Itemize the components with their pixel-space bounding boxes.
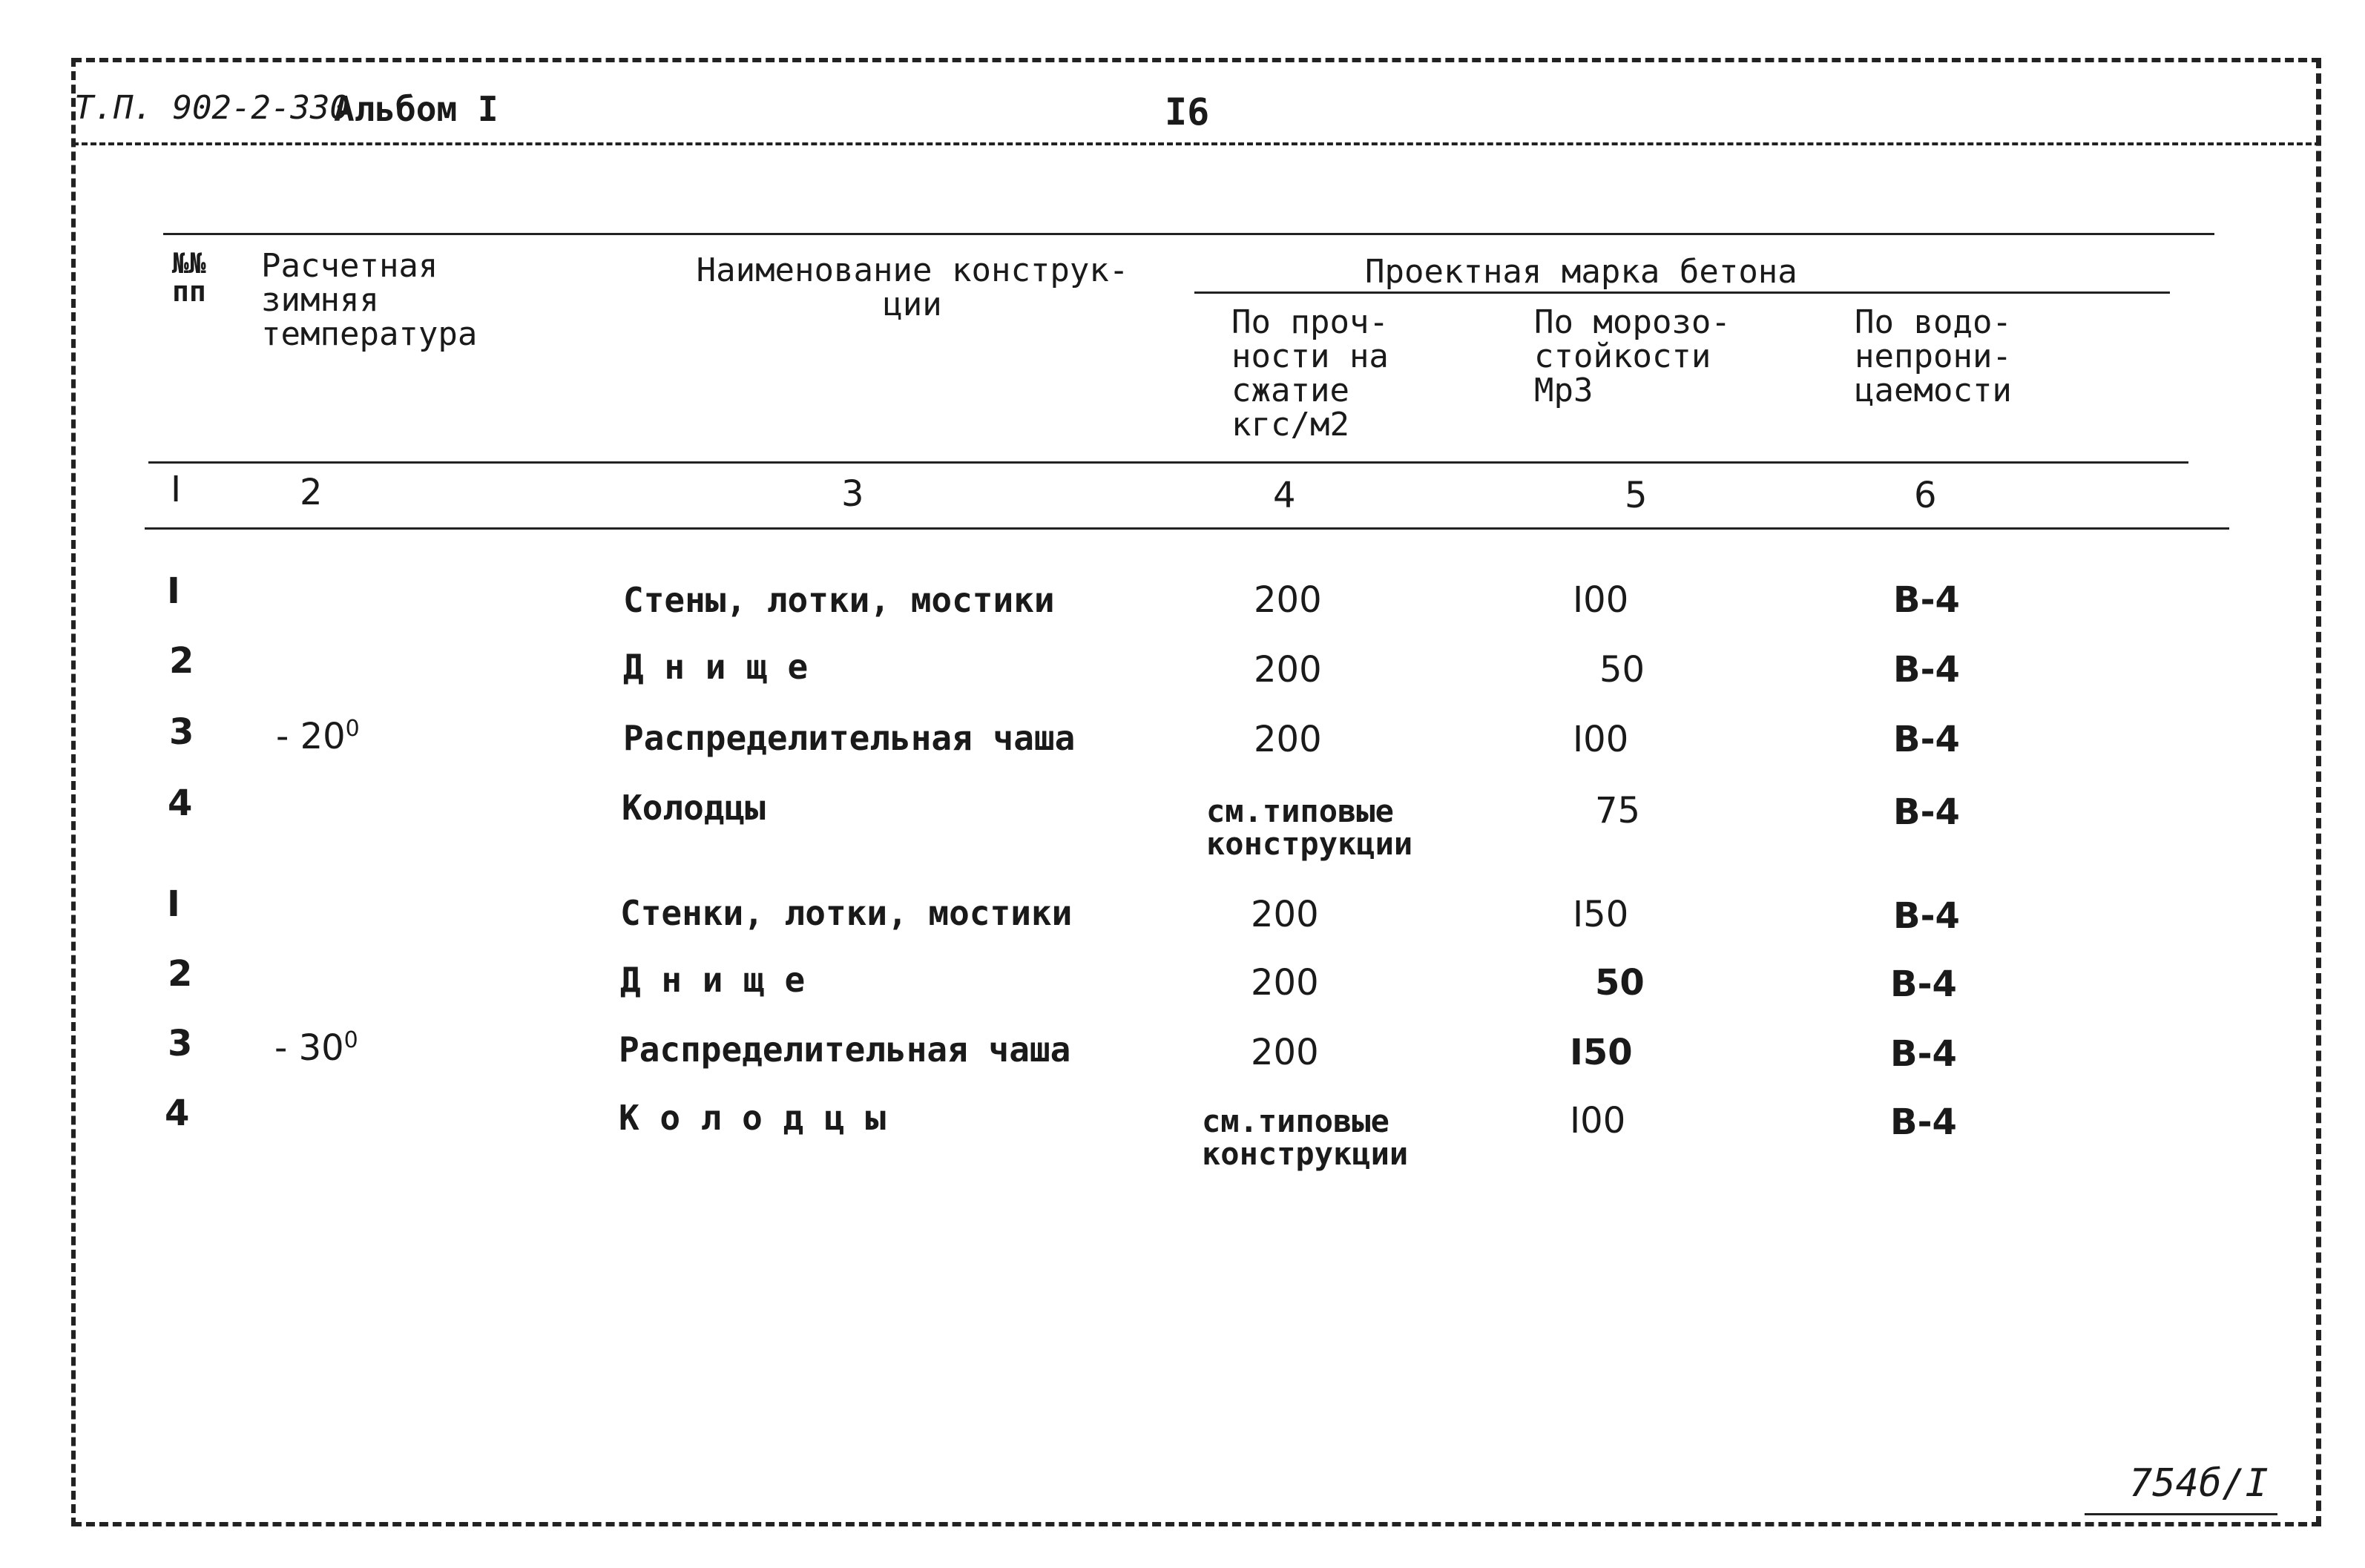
construction-name: Д н и щ е bbox=[620, 960, 806, 1000]
header-compressive-strength: По проч- ности на сжатие кгс/м2 bbox=[1231, 303, 1389, 444]
row-number: 3 bbox=[168, 1023, 193, 1064]
compressive-strength: см.типовые конструкции bbox=[1206, 793, 1413, 862]
column-number-2: 2 bbox=[300, 472, 323, 513]
column-number-5: 5 bbox=[1625, 475, 1648, 516]
column-number-3: 3 bbox=[841, 473, 864, 515]
row-number: 2 bbox=[168, 953, 193, 995]
frame-left-border bbox=[71, 58, 76, 1526]
water-impermeability: В-4 bbox=[1893, 579, 1960, 621]
water-impermeability: В-4 bbox=[1890, 963, 1957, 1005]
column-number-1: I bbox=[171, 469, 182, 510]
row-number: I bbox=[167, 883, 180, 925]
column-number-rule bbox=[145, 527, 2229, 530]
frame-top-border bbox=[73, 58, 2320, 62]
construction-name: К о л о д ц ы bbox=[619, 1098, 887, 1138]
water-impermeability: В-4 bbox=[1890, 1033, 1957, 1075]
compressive-strength: 200 bbox=[1251, 1032, 1319, 1073]
header-frost-resistance: По морозо- стойкости МрЗ bbox=[1534, 303, 1731, 409]
document-stamp: Т.П. 902-2-330 bbox=[74, 89, 349, 127]
construction-name: Стены, лотки, мостики bbox=[623, 580, 1055, 620]
header-concrete-grade: Проектная марка бетона bbox=[1365, 253, 1797, 291]
row-number: 4 bbox=[168, 783, 193, 824]
table-top-rule bbox=[163, 233, 2214, 235]
water-impermeability: В-4 bbox=[1893, 791, 1960, 833]
compressive-strength: 200 bbox=[1254, 719, 1322, 760]
water-impermeability: В-4 bbox=[1890, 1101, 1957, 1143]
water-impermeability: В-4 bbox=[1893, 649, 1960, 691]
header-row-number: №№ пп bbox=[172, 247, 206, 308]
row-number: I bbox=[167, 570, 180, 612]
temperature-group-2: - $30^0$ bbox=[274, 1027, 358, 1069]
construction-name: Стенки, лотки, мостики bbox=[620, 893, 1073, 933]
compressive-strength: см.типовые конструкции bbox=[1202, 1103, 1409, 1172]
temperature-group-1: - $20^0$ bbox=[276, 716, 360, 757]
frost-resistance: 50 bbox=[1595, 962, 1645, 1004]
album-label: Альбом I bbox=[334, 89, 499, 129]
frame-bottom-border bbox=[73, 1522, 2320, 1526]
document-code: 754б/I bbox=[2129, 1461, 2269, 1506]
frost-resistance: 50 bbox=[1599, 649, 1645, 691]
water-impermeability: В-4 bbox=[1893, 719, 1960, 760]
row-number: 3 bbox=[169, 711, 194, 753]
frost-resistance: I50 bbox=[1570, 1032, 1633, 1073]
frost-resistance: I50 bbox=[1573, 894, 1629, 935]
compressive-strength: 200 bbox=[1254, 649, 1322, 691]
header-divider bbox=[73, 142, 2320, 145]
construction-name: Распределительная чаша bbox=[623, 718, 1076, 758]
header-bottom-rule bbox=[148, 461, 2188, 464]
header-water-impermeability: По водо- непрони- цаемости bbox=[1855, 303, 2012, 409]
column-number-4: 4 bbox=[1273, 475, 1296, 516]
frost-resistance: I00 bbox=[1570, 1100, 1626, 1142]
header-construction-name: Наименование конструк- ции bbox=[696, 251, 1129, 323]
frost-resistance: 75 bbox=[1595, 790, 1641, 831]
row-number: 4 bbox=[165, 1093, 190, 1134]
column-number-6: 6 bbox=[1914, 475, 1937, 516]
frost-resistance: I00 bbox=[1573, 579, 1629, 621]
compressive-strength: 200 bbox=[1251, 894, 1319, 935]
document-code-underline bbox=[2085, 1513, 2277, 1515]
group-header-rule bbox=[1194, 291, 2170, 294]
construction-name: Колодцы bbox=[622, 788, 766, 828]
frost-resistance: I00 bbox=[1573, 719, 1629, 760]
construction-name: Распределительная чаша bbox=[619, 1030, 1071, 1070]
construction-name: Д н и щ е bbox=[623, 647, 809, 687]
page-number: I6 bbox=[1165, 90, 1210, 134]
frame-right-border bbox=[2316, 58, 2321, 1526]
compressive-strength: 200 bbox=[1251, 962, 1319, 1004]
row-number: 2 bbox=[169, 640, 194, 682]
header-winter-temperature: Расчетная зимняя температура bbox=[261, 247, 478, 353]
water-impermeability: В-4 bbox=[1893, 895, 1960, 937]
compressive-strength: 200 bbox=[1254, 579, 1322, 621]
